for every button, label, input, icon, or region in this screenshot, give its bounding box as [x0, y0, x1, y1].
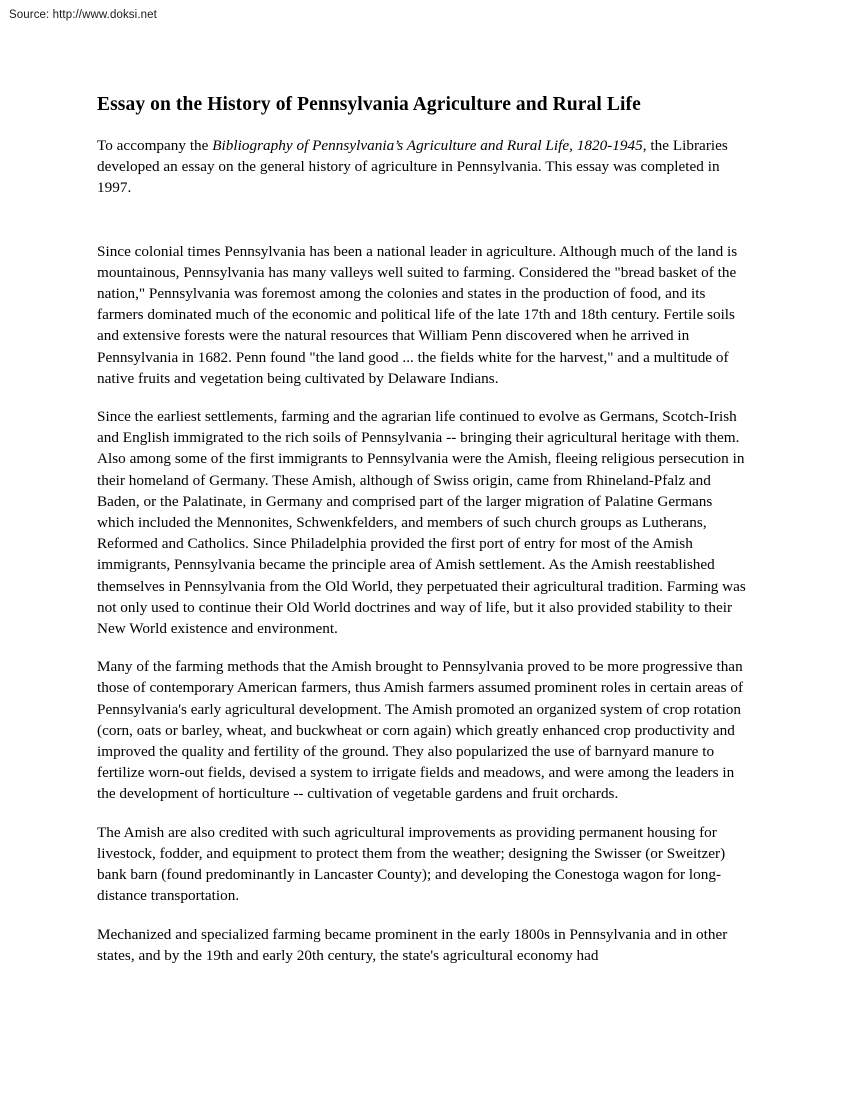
page-title: Essay on the History of Pennsylvania Agriculture and Rural Life [97, 94, 641, 115]
intro-paragraph [97, 135, 751, 199]
bibliography-title: Bibliography of Pennsylvania’s Agriculture and Rural Life, 1820-1945 [212, 137, 643, 154]
body-paragraph: Many of the farming methods that the Amish brought to Pennsylvania proved to be more progressive than those of contemporary American farmers, thus Amish farmers assumed prominent roles in certain areas of Pennsylvania's early agricultural development. The Amish promoted an organized system of crop rotation (corn, oats or barley, wheat, and buckwheat or corn again) which greatly enhanced crop productivity and improved the quality and fertility of the ground. They also popularized the use of barnyard manure to fertilize worn-out fields, devised a system to irrigate fields and meadows, and were among the leaders in the development of horticulture -- cultivation of vegetable gardens and fruit orchards. [97, 658, 744, 803]
intro-text-before-title: To accompany the [97, 137, 213, 154]
source-url-label: Source: http://www.doksi.net [9, 9, 157, 21]
intro-text-after-title: , the Libraries developed an essay on the general history of agriculture in Pennsylvania. This essay was completed in 1997. [97, 137, 728, 197]
body-paragraph: Since the earliest settlements, farming and the agrarian life continued to evolve as Germans, Scotch-Irish and English immigrated to the rich soils of Pennsylvania -- bringing their agricultural heritage with them. Also among some of the first immigrants to Pennsylvania were the Amish, fleeing religious persecution in their homeland of Germany. These Amish, although of Swiss origin, came from Rhineland-Pfalz and Baden, or the Palatinate, in Germany and comprised part of the larger migration of Palatine Germans which included the Mennonites, Schwenkfelders, and members of such church groups as Lutherans, Reformed and Catholics. Since Philadelphia provided the first port of entry for most of the Amish immigrants, Pennsylvania became the principle area of Amish settlement. As the Amish reestablished themselves in Pennsylvania from the Old World, they perpetuated their agricultural tradition. Farming was not only used to continue their Old World doctrines and way of life, but it also provided stability to their New World existence and environment. [97, 408, 746, 638]
body-paragraph: Mechanized and specialized farming became prominent in the early 1800s in Pennsylvania and in other states, and by the 19th and early 20th century, the state's agricultural economy had [97, 925, 728, 964]
body-paragraph: Since colonial times Pennsylvania has been a national leader in agriculture. Although much of the land is mountainous, Pennsylvania has many valleys well suited to farming. Considered the "bread basket of the nation," Pennsylvania was foremost among the colonies and states in the production of food, and its farmers dominated much of the economic and political life of the late 17th and 18th century. Fertile soils and extensive forests were the natural resources that William Penn discovered when he arrived in Pennsylvania in 1682. Penn found "the land good ... the fields white for the harvest," and a multitude of native fruits and vegetation being cultivated by Delaware Indians. [97, 242, 738, 387]
document-body [97, 93, 751, 966]
body-paragraph: The Amish are also credited with such agricultural improvements as providing permanent housing for livestock, fodder, and equipment to protect them from the weather; designing the Swisser (or Sweitzer) bank barn (found predominantly in Lancaster County); and developing the Conestoga wagon for long-distance transportation. [97, 823, 726, 905]
